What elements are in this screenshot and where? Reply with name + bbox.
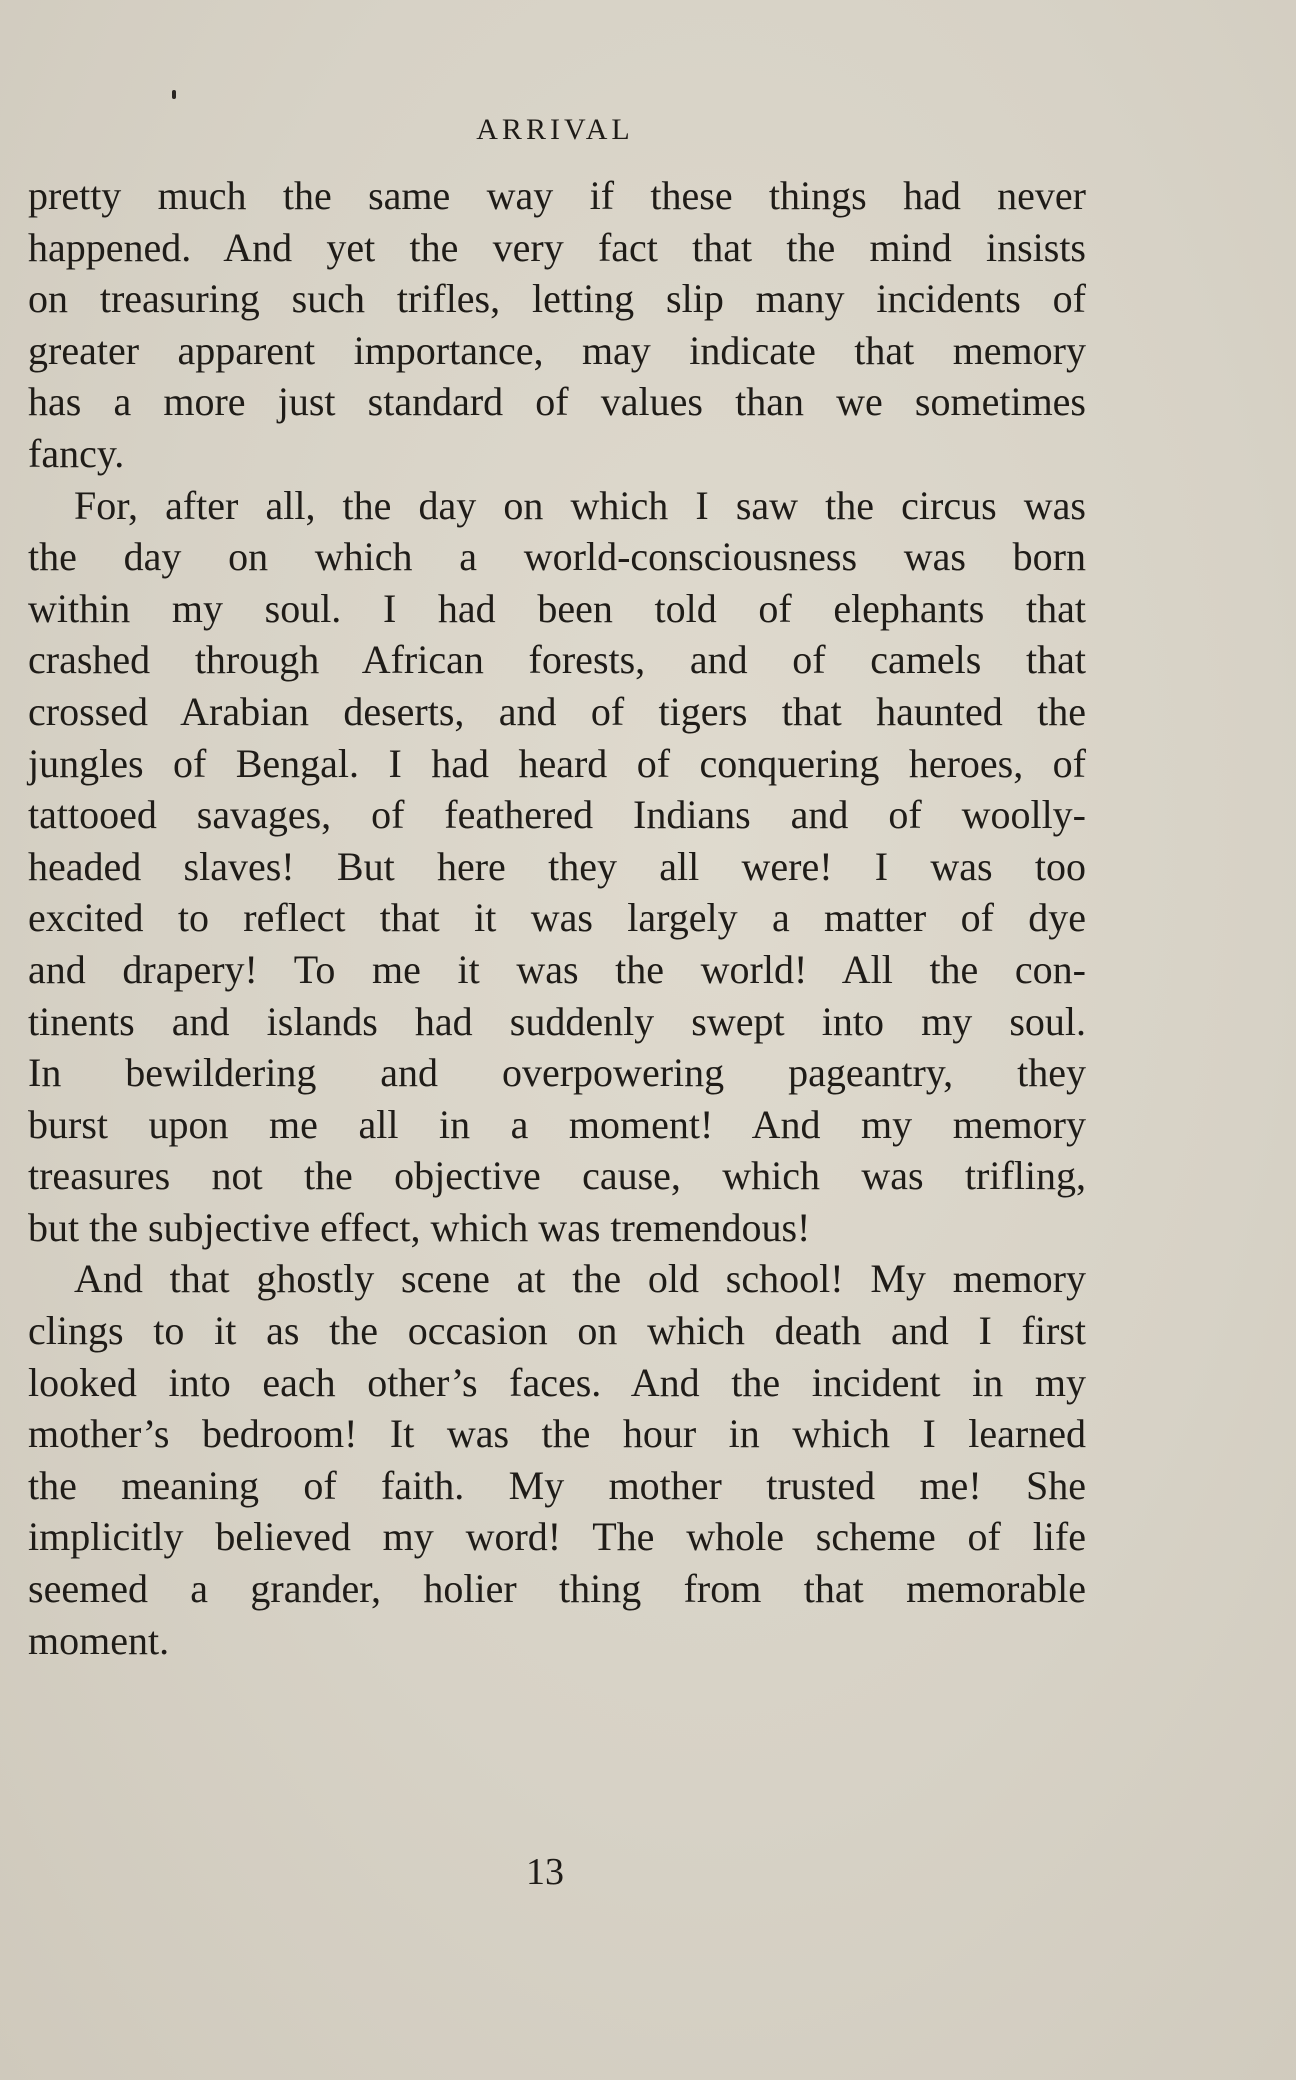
text-line: For, after all, the day on which I saw the circus was <box>74 482 1086 528</box>
text-line: excited to reflect that it was largely a matter of dye <box>28 895 1086 941</box>
text-line: has a more just standard of values than we sometimes <box>28 379 1086 425</box>
text-line: crossed Arabian deserts, and of tigers that haunted the <box>28 688 1086 734</box>
text-line: within my soul. I had been told of elephants that <box>28 585 1086 631</box>
text-line: happened. And yet the very fact that the mind insists <box>28 224 1086 270</box>
text-line: jungles of Bengal. I had heard of conquering heroes, of <box>28 740 1086 786</box>
text-line: headed slaves! But here they all were! I was too <box>28 843 1086 889</box>
text-line: but the subjective effect, which was tremendous! <box>28 1204 811 1250</box>
text-line: moment. <box>28 1617 170 1663</box>
text-line: clings to it as the occasion on which death and I first <box>28 1308 1086 1354</box>
text-line: greater apparent importance, may indicate that memory <box>28 327 1086 373</box>
text-line: And that ghostly scene at the old school! My memory <box>74 1256 1086 1302</box>
text-line: burst upon me all in a moment! And my memory <box>28 1101 1086 1147</box>
text-line: seemed a grander, holier thing from that memorable <box>28 1566 1086 1612</box>
text-line: on treasuring such trifles, letting slip many incidents of <box>28 276 1086 322</box>
page-number: 13 <box>526 1851 564 1893</box>
text-line: the meaning of faith. My mother trusted me! She <box>28 1462 1086 1508</box>
text-line: looked into each other’s faces. And the incident in my <box>28 1359 1086 1405</box>
text-line: crashed through African forests, and of camels that <box>28 637 1086 683</box>
text-line: the day on which a world-consciousness was born <box>28 534 1086 580</box>
text-line: mother’s bedroom! It was the hour in which I learned <box>28 1411 1086 1457</box>
text-line: fancy. <box>28 430 125 476</box>
text-line: pretty much the same way if these things had never <box>28 173 1086 218</box>
text-line: treasures not the objective cause, which was trifling, <box>28 1153 1086 1199</box>
text-line: tinents and islands had suddenly swept into my soul. <box>28 998 1086 1044</box>
body-text <box>28 170 1086 1666</box>
running-head: ARRIVAL <box>476 113 634 146</box>
text-line: tattooed savages, of feathered Indians and of woolly- <box>28 792 1086 838</box>
text-line: and drapery! To me it was the world! All the con- <box>28 946 1086 992</box>
text-line: implicitly believed my word! The whole scheme of life <box>28 1514 1086 1560</box>
text-line: In bewildering and overpowering pageantry, they <box>28 1050 1086 1096</box>
ink-speck <box>172 90 176 99</box>
